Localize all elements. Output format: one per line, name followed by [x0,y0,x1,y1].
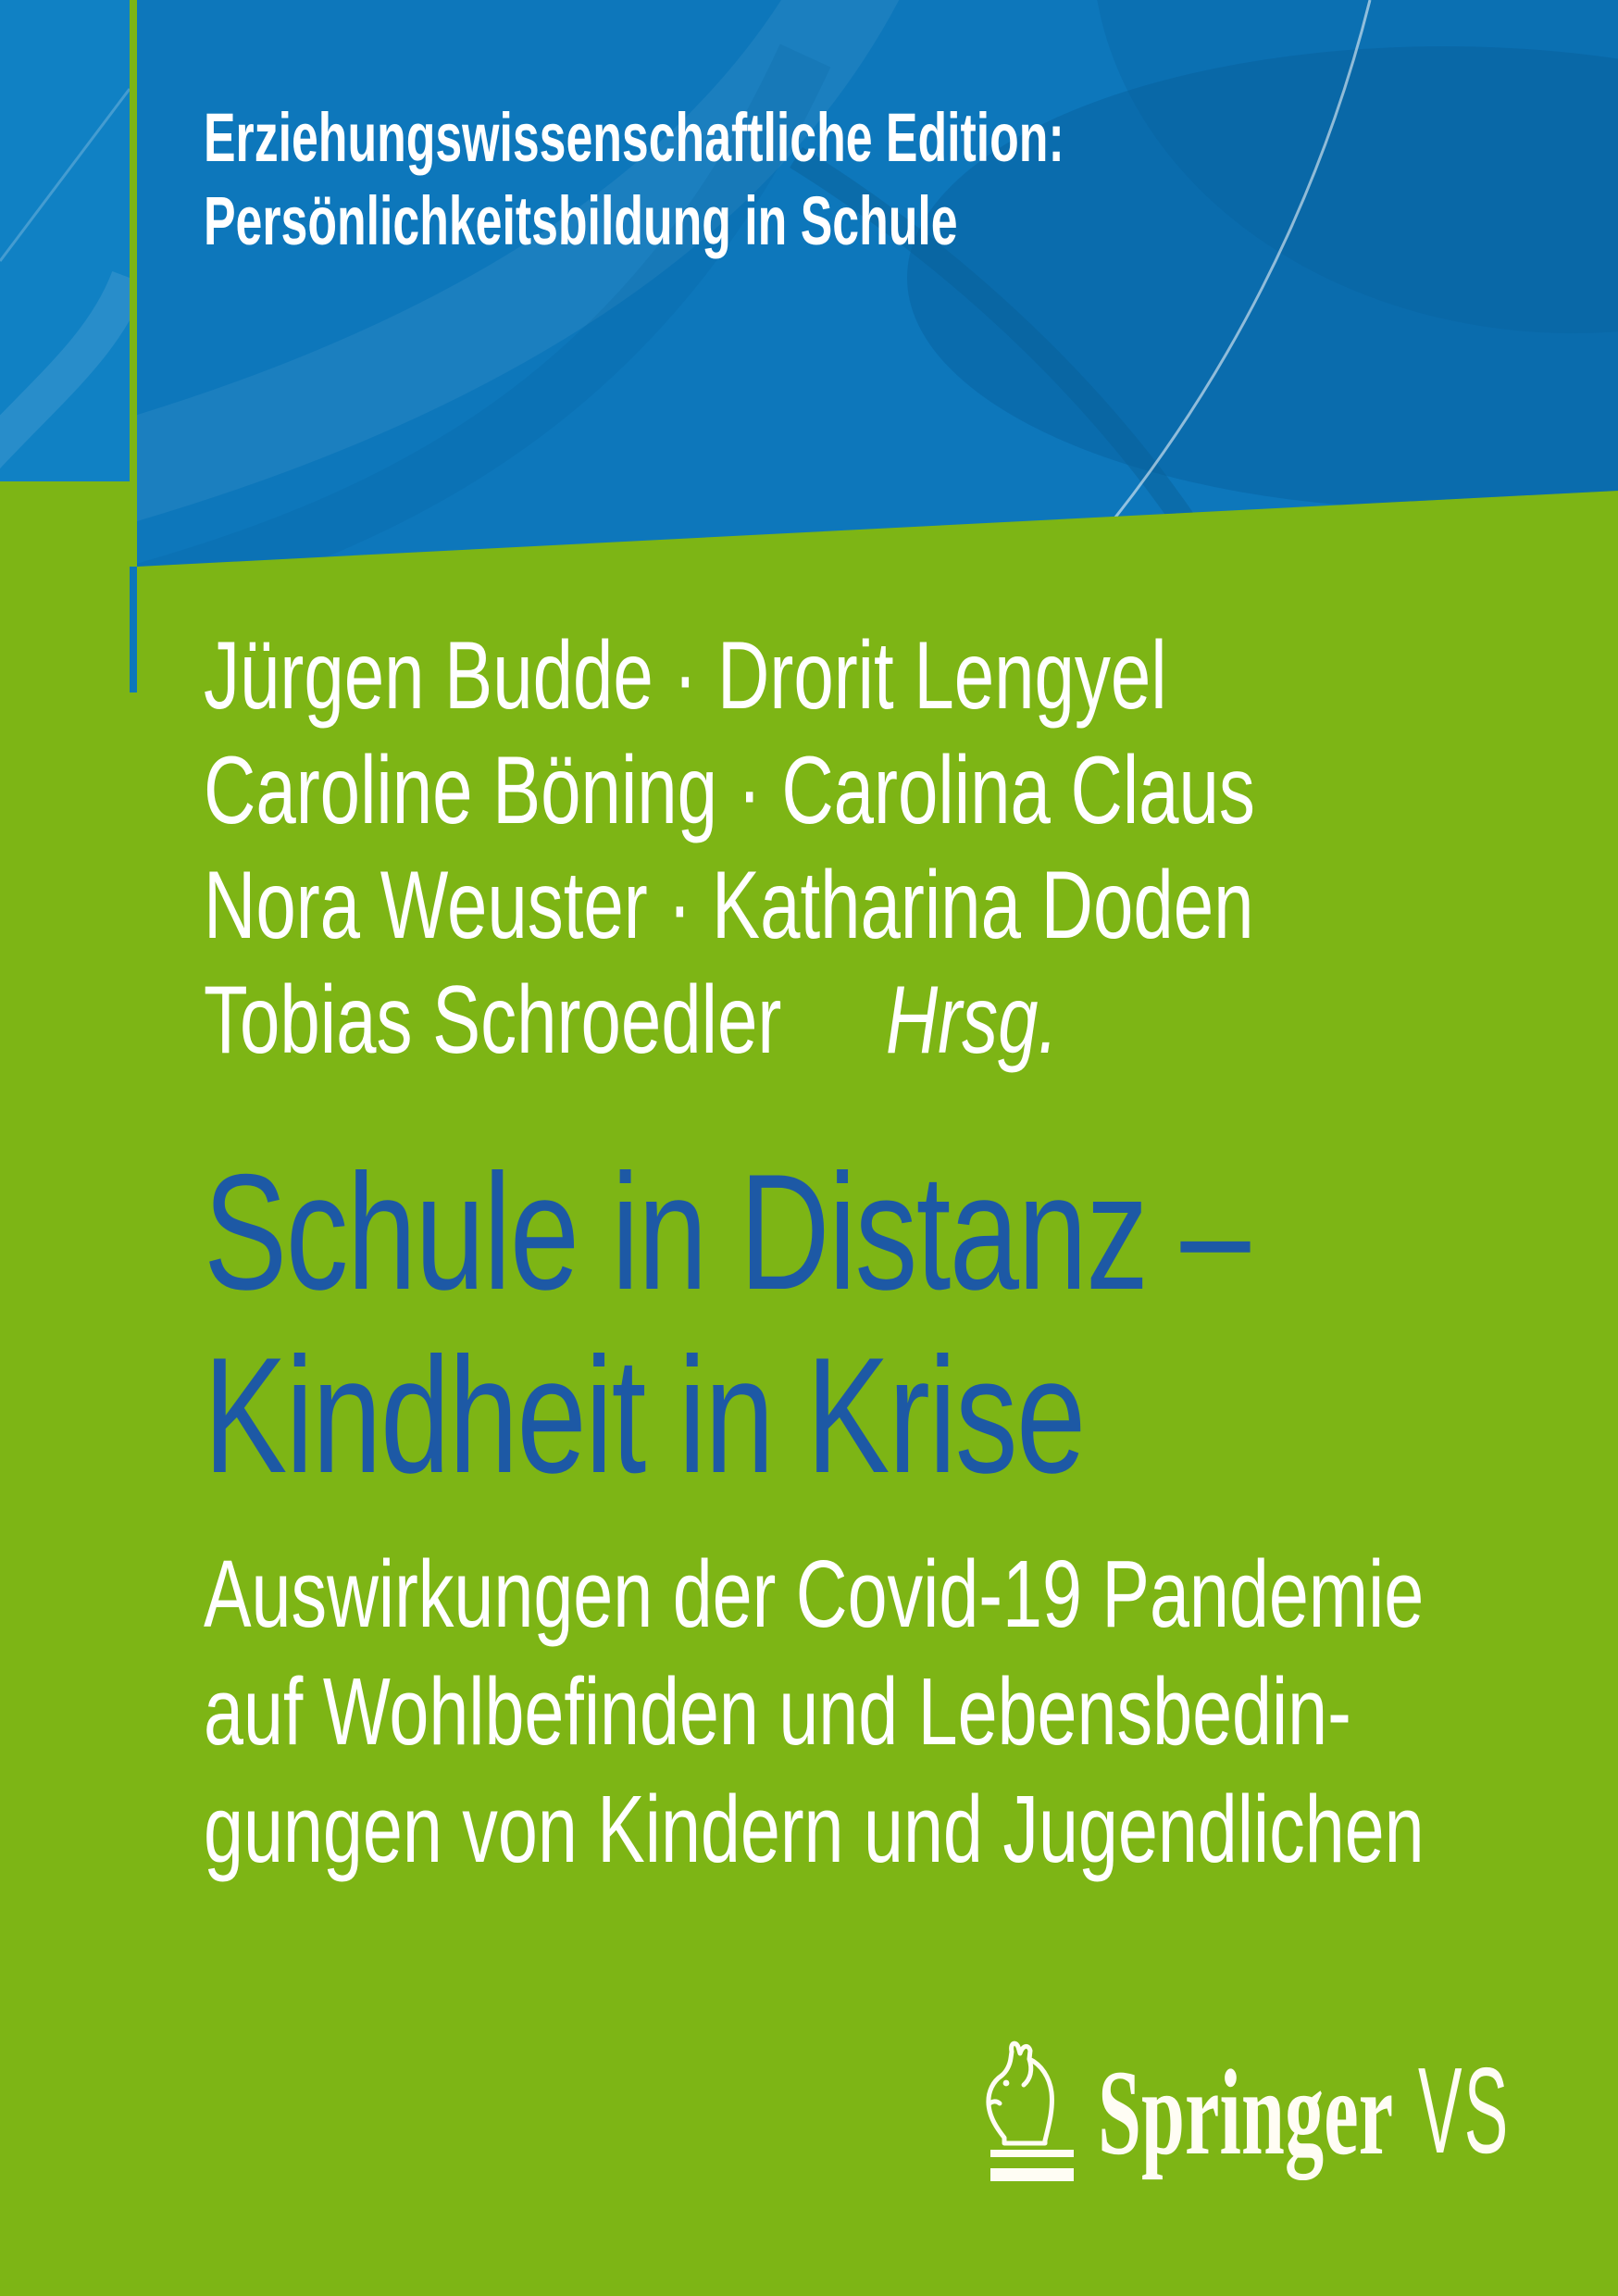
title-line-2: Kindheit in Krise [204,1323,1085,1507]
author-line [204,963,1606,1078]
author-name: Tobias Schroedler [204,967,782,1074]
subtitle-line-1: Auswirkungen der Covid-19 Pandemie [204,1541,1425,1647]
springer-horse-knight-icon [977,2039,1076,2189]
author-line: Nora Weuster · Katharina Doden [204,852,1254,959]
series-line-1: Erziehungswissenschaftliche Edition: [204,99,1064,176]
author-line: Caroline Böning · Carolina Claus [204,737,1255,844]
separator-line-blue [130,567,137,693]
series-title [204,96,1433,263]
title-line-1: Schule in Distanz – [204,1140,1250,1324]
subtitle-line-2: auf Wohlbefinden und Lebensbedin- [204,1658,1351,1765]
publisher-imprint: VS [1418,2042,1511,2178]
series-line-2: Persönlichkeitsbildung in Schule [204,182,958,259]
author-line: Jürgen Budde · Drorit Lengyel [204,622,1167,730]
editor-label: Hrsg. [885,967,1059,1074]
publisher-logo [977,2039,1570,2201]
subtitle-line-3: gungen von Kindern und Jugendlichen [204,1776,1425,1882]
publisher-name: Springer [1098,2044,1394,2180]
book-subtitle [204,1535,1618,1888]
authors-block [204,618,1606,1078]
book-title [204,1141,1579,1507]
